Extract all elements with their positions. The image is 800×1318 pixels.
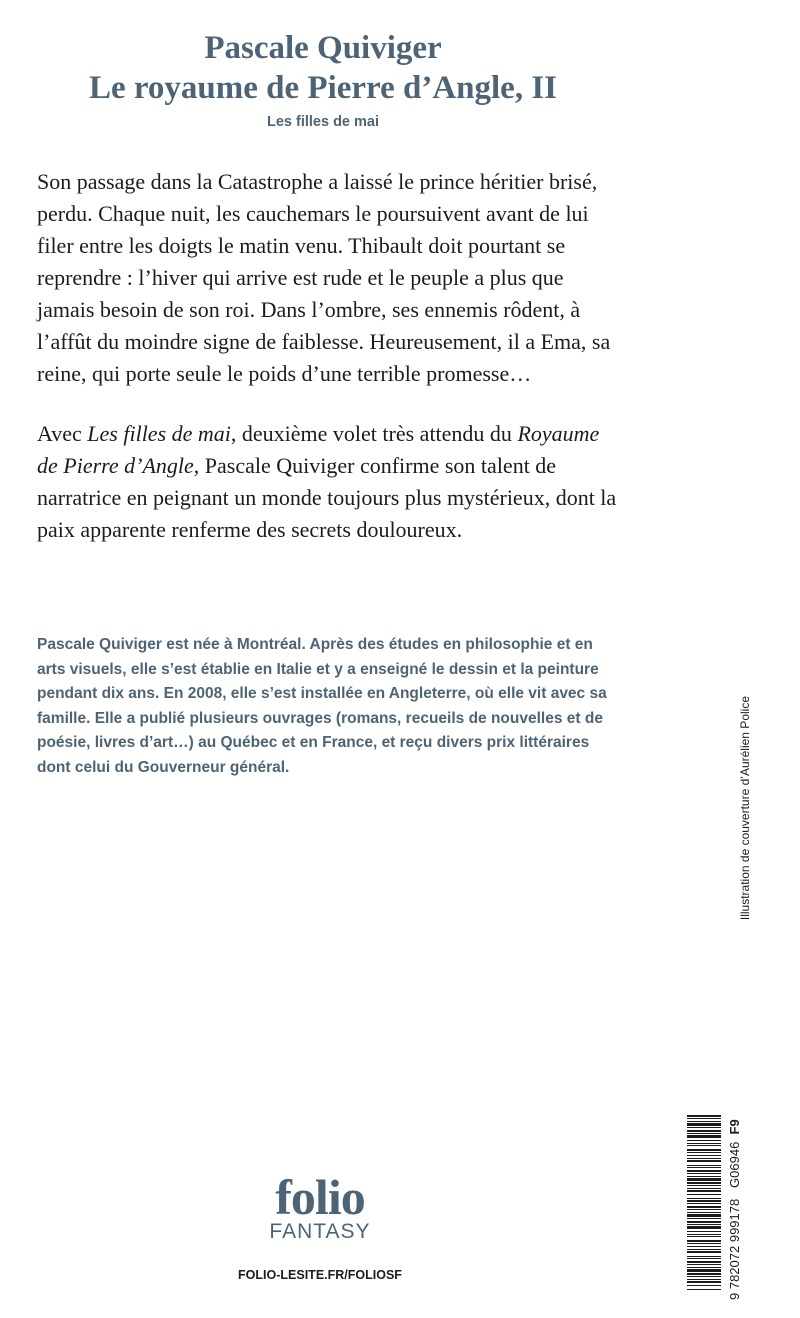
barcode-bar <box>687 1221 721 1223</box>
barcode-bar <box>687 1289 721 1290</box>
barcode-bar <box>687 1273 721 1275</box>
barcode-bar <box>687 1206 721 1208</box>
barcode-bar <box>687 1118 721 1119</box>
synopsis <box>37 166 617 546</box>
cover-credit <box>736 696 752 996</box>
barcode-bar <box>687 1178 721 1181</box>
barcode-bar <box>687 1251 721 1253</box>
barcode-bar <box>687 1234 721 1235</box>
barcode-bar <box>687 1236 721 1237</box>
synopsis-paragraph-2 <box>37 418 617 546</box>
barcode-bar <box>687 1279 721 1280</box>
barcode-bar <box>687 1231 721 1232</box>
barcode-bar <box>687 1152 721 1153</box>
website-url: FOLIO-LESITE.FR/FOLIOSF <box>238 1268 402 1282</box>
barcode-bar <box>687 1276 721 1277</box>
isbn-line <box>724 1000 746 1300</box>
book-title: Le royaume de Pierre d’Angle, II <box>88 70 558 106</box>
barcode-bar <box>687 1185 721 1186</box>
barcode-bar <box>687 1203 721 1204</box>
barcode-bar <box>687 1198 721 1199</box>
barcode-bar <box>687 1165 721 1166</box>
barcode-bar <box>687 1243 721 1244</box>
barcode-bar <box>687 1145 721 1146</box>
barcode-bar <box>687 1188 721 1189</box>
barcode-bar <box>687 1190 721 1192</box>
barcode-bar <box>687 1224 721 1225</box>
barcode-bar <box>687 1218 721 1219</box>
ean-number: 9 782072 999178 <box>727 1198 742 1300</box>
barcode-bar <box>687 1170 721 1172</box>
barcode-bar <box>687 1160 721 1162</box>
synopsis-text: Avec <box>37 421 88 446</box>
author-name: Pascale Quiviger <box>204 30 442 66</box>
barcode-bar <box>687 1123 721 1126</box>
barcode-bar <box>687 1200 721 1202</box>
cover-header <box>0 28 646 130</box>
barcode-bar <box>687 1149 721 1151</box>
author-biography: Pascale Quiviger est née à Montréal. Après des études en philosophie et en arts visuels, elle s’est établie en Italie et y a enseigné le dessin et la peinture pendant dix ans. En 2008, elle s’est installée en Angleterre, où elle vit avec sa famille. Elle a publié plusieurs ouvrages (romans, recueils de nouvelles et de poésie, livres d’art…) au Québec et en France, et reçu divers prix littéraires dont celui du Gouverneur général. <box>37 636 607 776</box>
barcode-bar <box>687 1212 721 1213</box>
barcode-bar <box>687 1246 721 1247</box>
logo-collection: FANTASY <box>269 1220 371 1243</box>
barcode-graphic <box>687 1115 721 1290</box>
barcode-bar <box>687 1264 721 1265</box>
barcode-bar <box>687 1143 721 1144</box>
barcode-bar <box>687 1258 721 1259</box>
barcode-bar <box>687 1155 721 1156</box>
barcode-bar <box>687 1121 721 1122</box>
series-title-italic: Royaume de Pierre d’Angle <box>37 421 600 478</box>
barcode-bar <box>687 1249 721 1250</box>
folio-logo <box>220 1169 420 1244</box>
barcode-bar <box>687 1115 721 1117</box>
barcode-bar <box>687 1209 721 1210</box>
barcode-bar <box>687 1127 721 1128</box>
logo-wordmark: folio <box>275 1169 365 1225</box>
barcode-bar <box>687 1173 721 1174</box>
barcode-bar <box>687 1167 721 1168</box>
barcode-bar <box>687 1226 721 1229</box>
cover-credit-text: Illustration de couverture d’Aurélien Police <box>738 696 752 921</box>
barcode-bar <box>687 1130 721 1132</box>
barcode-bar <box>687 1158 721 1159</box>
barcode-bar <box>687 1281 721 1283</box>
book-subtitle: Les filles de mai <box>266 114 380 130</box>
volume-title-italic: Les filles de mai <box>87 421 231 446</box>
synopsis-text: , Pascale Quiviger confirme son talent de narratrice en peignant un monde toujours plus mystérieux, dont la paix apparente renferme des secrets douloureux. <box>37 453 617 542</box>
barcode-bar <box>687 1267 721 1268</box>
barcode-bar <box>687 1214 721 1217</box>
barcode-bar <box>687 1176 721 1177</box>
price-code: F9 <box>727 1119 742 1135</box>
barcode-bar <box>687 1256 721 1257</box>
barcode-bar <box>687 1182 721 1184</box>
isbn-block <box>724 1000 746 1300</box>
barcode-bar <box>687 1285 721 1286</box>
barcode-bar <box>687 1240 721 1242</box>
barcode-bar <box>687 1194 721 1195</box>
barcode-bar <box>687 1261 721 1263</box>
synopsis-text: , deuxième volet très attendu du <box>230 421 518 446</box>
synopsis-paragraph-1: Son passage dans la Catastrophe a laissé le prince héritier brisé, perdu. Chaque nuit, les cauchemars le poursuivent avant de lui filer entre les doigts le matin venu. Thibault doit pourtant se reprendre : l’hiver qui arrive est rude et le peuple a plus que jamais besoin de son roi. Dans l’ombre, ses ennemis rôdent, à l’affût du moindre signe de faiblesse. Heureusement, il a Ema, sa reine, qui porte seule le poids d’une terrible promesse… <box>37 169 611 386</box>
barcode-bar <box>687 1133 721 1134</box>
barcode-bar <box>687 1140 721 1141</box>
barcode-bar <box>687 1269 721 1272</box>
product-code: G06946 <box>727 1141 742 1188</box>
barcode-bar <box>687 1135 721 1138</box>
